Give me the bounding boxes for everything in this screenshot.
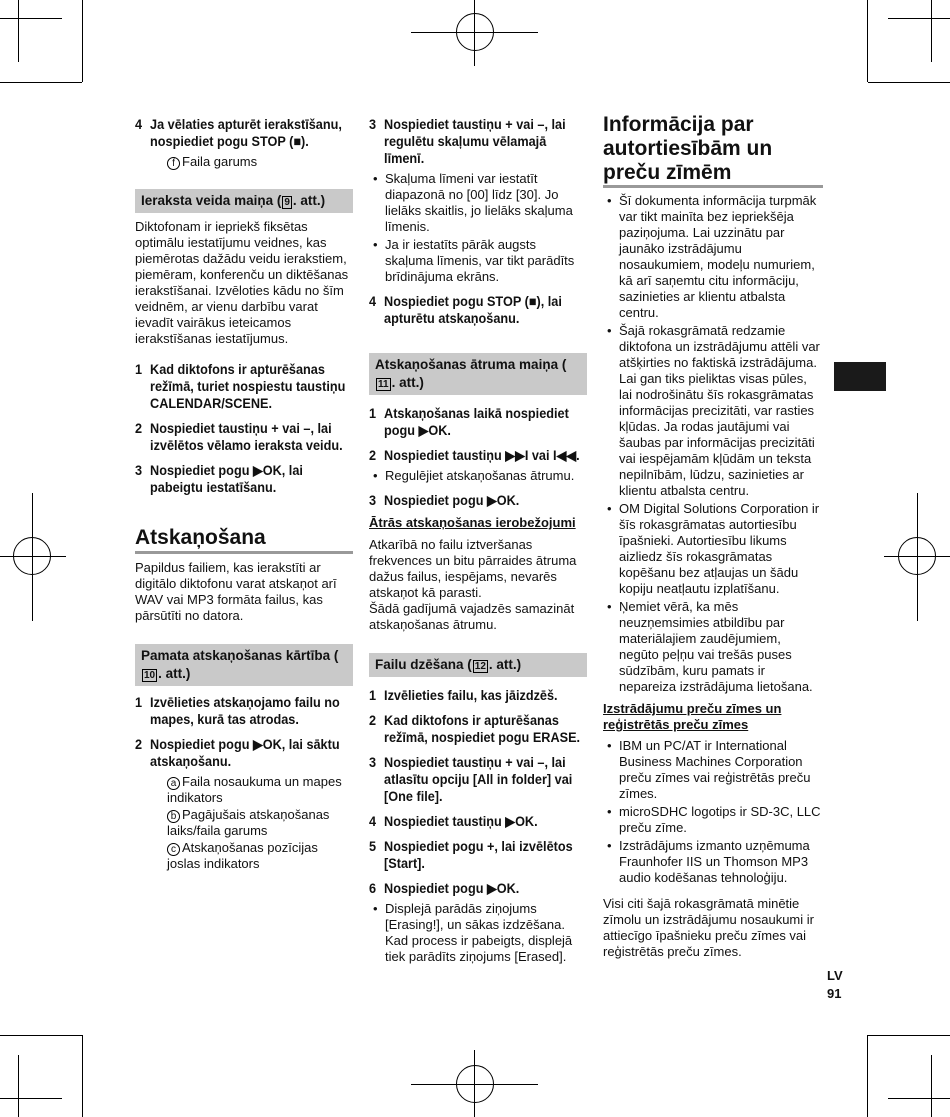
paragraph-fast-playback-2: Šādā gadījumā vajadzēs samazināt atskaņošanas ātrumu. <box>369 601 575 632</box>
section-bar-playback-speed: Atskaņošanas ātruma maiņa (11 . att.) <box>369 353 587 395</box>
paragraph-fast-playback-1: Atkarībā no failu iztveršanas frekvences un bitu pārraides ātruma dažus failus, iespējams, nevarēs atskaņot kā parasti. <box>369 537 577 600</box>
bullet-info-1: • Šī dokumenta informācija turpmāk var tikt mainīta bez iepriekšēja paziņojuma. Lai uzzinātu par jaunāko izstrādājumu nosaukumiem, modeļu numuriem, kā arī saņemtu citu informāciju, sazinieties ar klientu atbalsta centru. <box>607 193 817 320</box>
heading-copyright: Informācija par autortiesībām un preču zīmēm <box>603 113 823 188</box>
step-erase-6: 6 Nospiediet pogu ▶OK. <box>369 881 520 896</box>
column-3 <box>603 113 823 960</box>
bullet-trademark-1: • IBM un PC/AT ir International Business Machines Corporation preču zīmes vai reģistrētās preču zīmes. <box>607 738 811 801</box>
step-erase-2: 2 Kad diktofons ir apturēšanas režīmā, nospiediet pogu ERASE. <box>369 713 581 745</box>
bullet-trademark-3: • Izstrādājums izmanto uzņēmuma Fraunhofer IIS un Thomson MP3 audio kodēšanas tehnoloģiju. <box>607 838 810 885</box>
subheading-trademarks: Izstrādājumu preču zīmes un reģistrētās preču zīmes <box>603 701 782 732</box>
step-speed-1: 1 Atskaņošanas laikā nospiediet pogu ▶OK. <box>369 406 569 438</box>
step-volume: 3 Nospiediet taustiņu + vai –, lai regulētu skaļumu vēlamajā līmenī. <box>369 117 566 166</box>
step-playback-1: 1 Izvēlieties atskaņojamo failu no mapes, kurā tas atrodas. <box>135 695 340 727</box>
callout-file-length: f Faila garums <box>135 154 353 170</box>
step-stop-recording: 4 Ja vēlaties apturēt ierakstīšanu, nospiediet pogu STOP (■). <box>135 117 342 149</box>
subheading-fast-playback-limits: Ātrās atskaņošanas ierobežojumi <box>369 515 576 530</box>
step-erase-5: 5 Nospiediet pogu +, lai izvēlētos [Start]. <box>369 839 573 871</box>
bullet-adjust-speed: • Regulējiet atskaņošanas ātrumu. <box>373 468 575 483</box>
callout-c: c Atskaņošanas pozīcijas joslas indikators <box>167 840 318 871</box>
section-tab-marker <box>834 362 886 391</box>
callout-a: a Faila nosaukuma un mapes indikators <box>167 774 342 805</box>
heading-playback: Atskaņošana <box>135 526 353 554</box>
step-erase-1: 1 Izvēlieties failu, kas jāizdzēš. <box>369 688 558 703</box>
bullet-info-3: • OM Digital Solutions Corporation ir šīs rokasgrāmatas autortiesību īpašnieki. Autortiesību likums aizliedz šīs rokasgrāmatas kopēšanu bez atļaujas un šādu kopiju neatļautu izplatīšanu. <box>607 501 820 596</box>
section-bar-recording-type: Ieraksta veida maiņa ( 9 . att.) <box>135 189 353 213</box>
page-number: 91 <box>827 986 842 1001</box>
bullet-volume-range: • Skaļuma līmeni var iestatīt diapazonā no [00] līdz [30]. Jo lielāks skaitlis, jo lielāks skaļuma līmenis. <box>373 171 573 234</box>
section-bar-basic-playback: Pamata atskaņošanas kārtība (10 . att.) <box>135 644 353 686</box>
paragraph-playback: Papildus failiem, kas ierakstīti ar digitālo diktofonu varat atskaņot arī WAV vai MP3 formāta failus, kas pārsūtīti no datora. <box>135 560 337 623</box>
step-speed-2: 2 Nospiediet taustiņu ▶▶I vai I◀◀. <box>369 448 580 463</box>
step-erase-3: 3 Nospiediet taustiņu + vai –, lai atlasītu opciju [All in folder] vai [One file]. <box>369 755 573 804</box>
step-scene-3: 3 Nospiediet pogu ▶OK, lai pabeigtu iestatīšanu. <box>135 463 303 495</box>
bullet-volume-warning: • Ja ir iestatīts pārāk augsts skaļuma līmenis, var tikt parādīts brīdinājuma ekrāns. <box>373 237 575 284</box>
step-scene-1: 1 Kad diktofons ir apturēšanas režīmā, turiet nospiestu taustiņu CALENDAR/SCENE. <box>135 362 346 411</box>
step-playback-2: 2 Nospiediet pogu ▶OK, lai sāktu atskaņošanu. <box>135 737 340 769</box>
section-bar-erase-files: Failu dzēšana ( 12 . att.) <box>369 653 587 677</box>
step-scene-2: 2 Nospiediet taustiņu + vai –, lai izvēlētos vēlamo ieraksta veidu. <box>135 421 343 453</box>
step-speed-3: 3 Nospiediet pogu ▶OK. <box>369 493 520 508</box>
bullet-trademark-2: • microSDHC logotips ir SD-3C, LLC preču zīme. <box>607 804 821 835</box>
column-2 <box>369 113 587 965</box>
bullet-erasing-message: • Displejā parādās ziņojums [Erasing!], un sākas izdzēšana. Kad process ir pabeigts, displejā tiek parādīts ziņojums [Erased]. <box>373 901 573 964</box>
step-stop-playback: 4 Nospiediet pogu STOP (■), lai apturētu atskaņošanu. <box>369 294 562 326</box>
column-1 <box>135 113 353 873</box>
bullet-info-2: • Šajā rokasgrāmatā redzamie diktofona un izstrādājumu attēli var atšķirties no faktiskā izstrādājuma. Lai gan tiks pieliktas visas pūles, lai nodrošinātu šīs rokasgrāmatas informācijas precizitāti, var rasties kļūdas. Ja rodas jautājumi vai šaubas par informācijas precizitāti vai iespējamām kļūdām un teksta nepilnībām, lūdzu, sazinieties ar klientu atbalsta centru. <box>607 323 820 498</box>
paragraph-recording-type: Diktofonam ir iepriekš fiksētas optimālu iestatījumu veidnes, kas piemērotas dažādu veidu ierakstiem, piemēram, konferenču un diktēšanas ierakstīšanai. Izvēloties kādu no šīm veidnēm, ar vienu darbību varat ievadīt vairākus ieteicamos ierakstīšanas iestatījumus. <box>135 219 349 346</box>
bullet-info-4: • Ņemiet vērā, ka mēs neuzņemsimies atbildību par materiālajiem zaudējumiem, negūto peļņu vai trešās puses sūdzībām, kuru pamats ir nepareiza izstrādājuma lietošana. <box>607 599 813 694</box>
step-erase-4: 4 Nospiediet taustiņu ▶OK. <box>369 814 538 829</box>
callout-b: b Pagājušais atskaņošanas laiks/faila garums <box>167 807 330 838</box>
paragraph-other-trademarks: Visi citi šajā rokasgrāmatā minētie zīmolu un izstrādājumu nosaukumi ir attiecīgo īpašnieku preču zīmes vai reģistrētās preču zīmes. <box>603 896 814 959</box>
language-code: LV <box>827 968 843 983</box>
